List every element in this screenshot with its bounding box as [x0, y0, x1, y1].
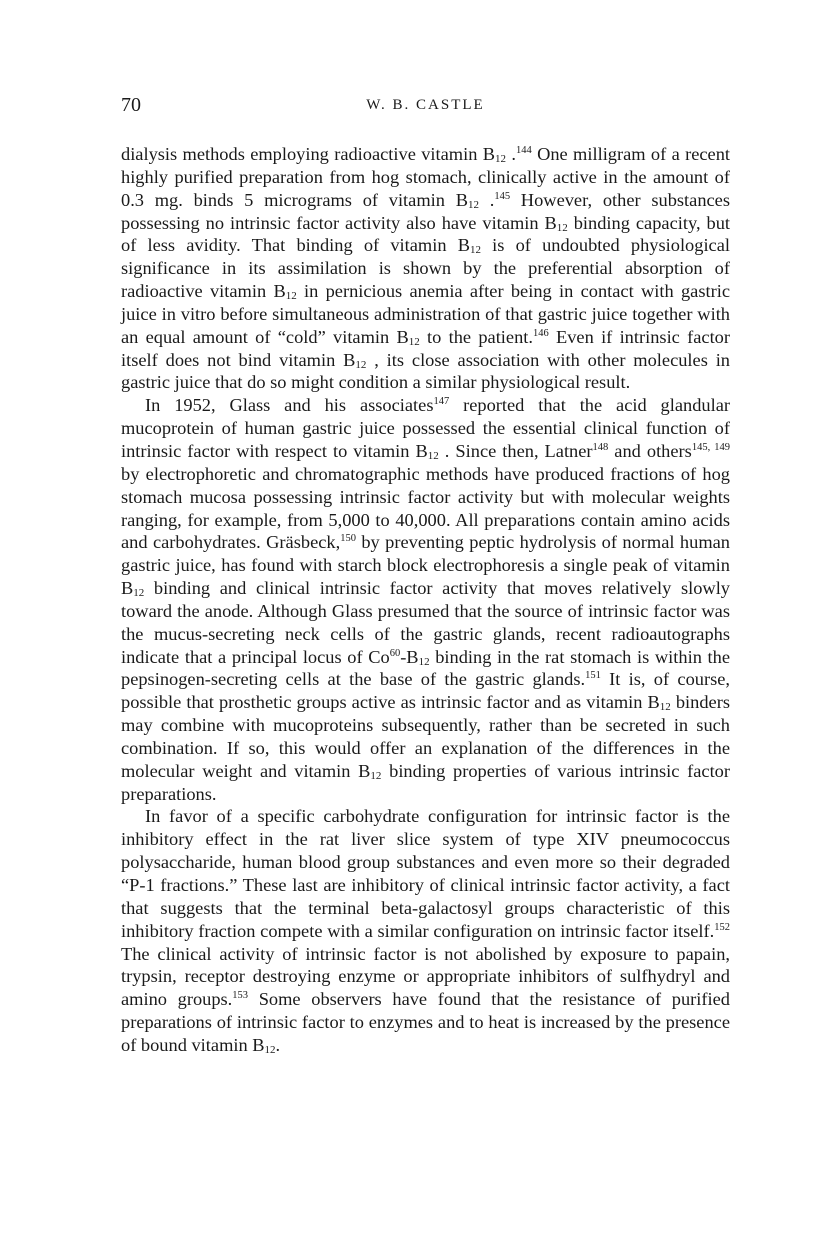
paragraph [121, 394, 730, 805]
subscript: 12 [556, 221, 568, 234]
text-run: reported that the acid glandular mucoprotein of human gastric juice possessed the essential clinical function of intrinsic factor with respect to vitamin B [121, 395, 730, 461]
text-run: In 1952, Glass and his associates [145, 395, 434, 416]
reference-number: 151 [585, 670, 601, 682]
text-run: binding in the rat stomach is within the pepsinogen-secreting cells at the base of the gastric glands. [121, 646, 730, 690]
text-run: Even if intrinsic factor itself does not bind vitamin B [121, 326, 730, 370]
text-run: is of undoubted physiological significance in its assimilation is shown by the preferential absorption of radioactive vitamin B [121, 235, 730, 302]
text-run: . [506, 144, 516, 164]
text-run: . [478, 189, 495, 210]
page-number: 70 [121, 94, 141, 116]
subscript: 12 [408, 335, 420, 348]
text-run: Some observers have found that the resistance of purified preparations of intrinsic factor to enzymes and to heat is increased by the presence of bound vitamin B [121, 989, 731, 1055]
subscript: 12 [264, 1043, 276, 1056]
paragraph [121, 143, 730, 394]
subscript: 12 [495, 153, 507, 165]
reference-number: 146 [532, 327, 549, 339]
reference-number: 145, 149 [691, 441, 730, 453]
running-head: W. B. CASTLE [366, 97, 485, 113]
reference-number: 60 [389, 647, 401, 659]
subscript: 12 [659, 701, 671, 714]
reference-number: 150 [340, 533, 356, 545]
text-run: In favor of a specific carbohydrate configuration for intrinsic factor is the inhibitory effect in the rat liver slice system of type XIV pneumococcus polysaccharide, human blood group substances and even more so their degraded “P-1 fractions.” These last are inhibitory of clinical intrinsic factor activity, a fact that suggests that the terminal beta-galactosyl groups characteristic of this inhibitory fraction compete with a similar configuration on intrinsic factor itself. [121, 806, 730, 941]
subscript: 12 [370, 769, 382, 782]
text-run: binders may combine with mucoproteins subsequently, rather than be secreted in such combination. If so, this would offer an explanation of the differences in the molecular weight and vitamin B [121, 692, 730, 781]
page-header [121, 94, 730, 118]
text-run: and others [608, 440, 692, 461]
text-run: binding and clinical intrinsic factor activity that moves relatively slowly toward the anode. Although Glass presumed that the source of intrinsic factor was the mucus-secreting neck cells of the gastric glands, recent radioautographs indicate that a principal locus of Co [121, 578, 730, 667]
text-run: in pernicious anemia after being in contact with gastric juice in vitro before simultaneous administration of that gastric juice together with an equal amount of “cold” vitamin B [121, 281, 730, 347]
text-run: . [275, 1034, 281, 1055]
subscript: 12 [133, 587, 145, 600]
reference-number: 144 [515, 145, 532, 156]
text-run: binding capacity, but of less avidity. That binding of vitamin B [121, 212, 730, 256]
text-run: by electrophoretic and chromatographic methods have produced fractions of hog stomach mucosa possessing intrinsic factor activity but with molecular weights ranging, for example, from 5,000 to 40,000. All preparations contain amino acids and carbohydrates. Gräsbeck, [121, 463, 730, 553]
text-run: The clinical activity of intrinsic factor is not abolished by exposure to papain, trypsin, receptor destroying enzyme or appropriate inhibitors of sulfhydryl and amino groups. [121, 943, 730, 1010]
body-text [121, 143, 730, 1057]
text-run: -B [400, 646, 419, 667]
subscript: 12 [418, 655, 430, 668]
paragraph [121, 805, 730, 1056]
subscript: 12 [285, 290, 297, 303]
reference-number: 145 [494, 190, 511, 202]
subscript: 12 [467, 198, 479, 211]
text-run: binding properties of various intrinsic factor preparations. [121, 760, 730, 804]
text-run: However, other substances possessing no intrinsic factor activity also have vitamin B [121, 189, 730, 233]
reference-number: 153 [232, 990, 249, 1002]
text-run: . Since then, Latner [438, 440, 593, 461]
text-run: One milligram of a recent highly purified preparation from hog stomach, clinically active in the amount of 0.3 mg. binds 5 micrograms of vitamin B [121, 144, 731, 210]
text-run: to the patient. [419, 326, 533, 347]
reference-number: 152 [714, 921, 730, 933]
text-run: , its close association with other molecules in gastric juice that do so might condition a similar physiological result. [121, 349, 731, 393]
text-run: It is, of course, possible that prosthetic groups active as intrinsic factor and as vitamin B [121, 669, 730, 713]
reference-number: 147 [433, 396, 450, 408]
subscript: 12 [469, 244, 481, 257]
text-run: by preventing peptic hydrolysis of normal human gastric juice, has found with starch block electrophoresis a single peak of vitamin B [121, 532, 730, 599]
reference-number: 148 [592, 441, 609, 453]
subscript: 12 [355, 358, 367, 371]
text-run: dialysis methods employing radioactive vitamin B [121, 144, 496, 164]
subscript: 12 [427, 449, 439, 462]
